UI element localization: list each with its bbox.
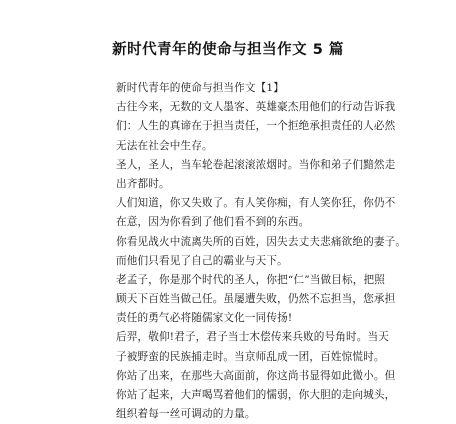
paragraph-line: 在意，因为你看到了他们看不到的东西。 (116, 216, 310, 229)
paragraph-line: 圣人，圣人，当车轮卷起滚滚浓烟时。当你和弟子们黯然走 (116, 158, 396, 171)
paragraph-line: 你看见战火中流离失所的百姓，因失去丈夫悲痛欲绝的妻子。 (116, 235, 407, 248)
essay-heading: 新时代青年的使命与担当作文【1】 (116, 82, 285, 94)
paragraph-line: 后羿，敬仰!君子，君子当士木偿传来兵败的号角时。当天 (116, 331, 389, 344)
document-body (116, 79, 407, 424)
paragraph-line: 你站了出来，在那些大高面前，你这尚书显得如此微小。但 (116, 369, 396, 382)
paragraph-line: 而他们只看见了自己的霸业与天下。 (116, 254, 288, 267)
paragraph-line: 子被野蛮的民族捕走时。当京师乱成一团，百姓惊慌时。 (116, 350, 385, 363)
paragraph-line: 老孟子，你是那个时代的圣人，你把“仁”当做目标，把照 (116, 273, 385, 286)
paragraph-line: 组织着每一丝可调动的力量。 (116, 408, 256, 421)
paragraph-line: 责任的勇气必将随儒家文化一同传扬! (116, 312, 293, 325)
paragraph-line: 顾天下百姓当做己任。虽屡遭失败，仍然不忘担当，您承担 (116, 293, 396, 306)
paragraph-line: 无法在社会中生存。 (116, 139, 213, 152)
paragraph-line: 人们知道，你又失败了。有人笑你痴，有人笑你狂，你仍不 (116, 197, 396, 210)
paragraph-line: 们：人生的真谛在于担当责任，一个拒绝承担责任的人必然 (116, 120, 396, 133)
paragraph-line: 出齐都时。 (116, 177, 170, 190)
document-title: 新时代青年的使命与担当作文 5 篇 (112, 42, 344, 58)
paragraph-line: 你站了起来，大声喝骂着他们的懦弱，你大胆的走向城头， (116, 389, 396, 401)
paragraph-line: 古往今来，无数的文人墨客、英雄豪杰用他们的行动告诉我 (116, 101, 396, 114)
